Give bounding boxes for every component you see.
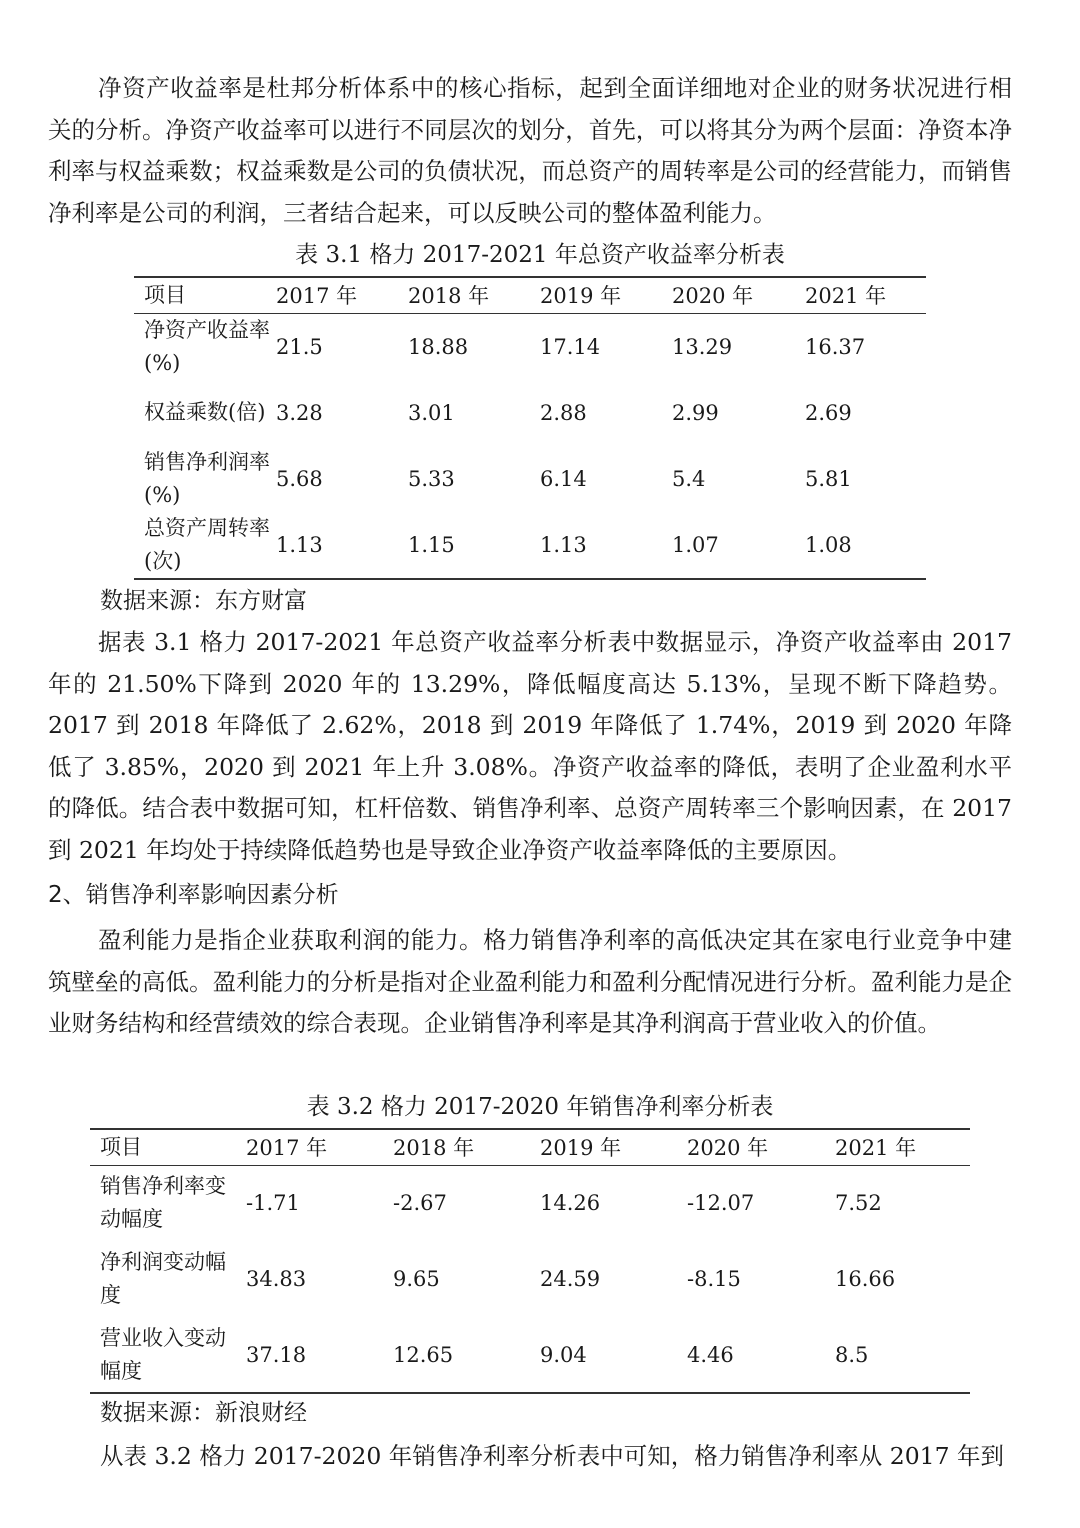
section-heading: 2、销售净利率影响因素分析 [48,882,339,908]
table-cell: 8.5 [835,1342,869,1367]
table-cell: 5.68 [276,466,323,491]
table2-caption: 表 3.2 格力 2017-2020 年销售净利率分析表 [306,1094,774,1120]
paragraph-profitability: 盈利能力是指企业获取利润的能力。格力销售净利率的高低决定其在家电行业竞争中建筑壁垒的高低。盈利能力的分析是指对企业盈利能力和盈利分配情况进行分析。盈利能力是企业财务结构和经营绩效的综合表现。企业销售净利率是其净利润高于营业收入的价值。 [48,926,1012,1037]
table-cell: 14.26 [540,1191,601,1216]
table-header-cell: 2019 年 [540,277,672,313]
table-cell: 9.65 [393,1267,440,1291]
table-cell: 3.01 [408,400,455,425]
table-cell: -12.07 [687,1191,755,1216]
table-header-row [90,1129,970,1165]
table-row [134,380,926,446]
table-net-margin-analysis [90,1128,970,1394]
table-header-cell: 2017 年 [246,1129,393,1165]
paragraph-net-margin-analysis: 从表 3.2 格力 2017-2020 年销售净利率分析表中可知，格力销售净利率从 2017 年到 [100,1442,1005,1470]
table-cell: 37.18 [246,1342,307,1367]
row-label: 销售净利润率(%) [144,449,270,507]
table-cell: 17.14 [540,334,601,359]
table-header-cell: 项目 [90,1129,246,1165]
table-row [90,1241,970,1317]
row-label: 净资产收益率(%) [144,317,270,375]
table1-source: 数据来源：东方财富 [100,588,307,614]
table-header-cell: 2019 年 [540,1129,687,1165]
table-cell: 9.04 [540,1342,587,1367]
table-row [134,512,926,579]
table-header-cell: 2018 年 [408,277,540,313]
table-cell: 6.14 [540,466,587,491]
table-header-cell: 2020 年 [672,277,805,313]
row-label: 销售净利率变动幅度 [100,1174,226,1232]
table-header-row [134,277,926,313]
table-cell: -2.67 [393,1191,447,1216]
table-cell: 18.88 [408,334,469,359]
table-row [90,1165,970,1241]
table-cell: 1.08 [805,532,852,557]
table-cell: 13.29 [672,334,733,359]
table-cell: 1.13 [540,532,587,557]
table-header-cell: 2017 年 [276,277,408,313]
table-cell: 3.28 [276,400,323,425]
table-header-cell: 项目 [134,277,276,313]
table-cell: -8.15 [687,1267,741,1291]
table-cell: 1.07 [672,532,719,557]
table-row [134,313,926,380]
table-cell: 21.5 [276,334,323,359]
table-cell: 24.59 [540,1267,601,1291]
table-cell: 2.88 [540,400,587,425]
table-cell: -1.71 [246,1191,300,1216]
table2-source: 数据来源：新浪财经 [100,1400,307,1426]
table-roe-analysis [134,276,926,580]
table-cell: 12.65 [393,1342,454,1367]
table-row [134,446,926,512]
table-cell: 16.37 [805,334,866,359]
table-cell: 7.52 [835,1191,882,1216]
row-label: 营业收入变动幅度 [100,1325,226,1383]
table1-caption: 表 3.1 格力 2017-2021 年总资产收益率分析表 [295,242,785,268]
paragraph-roe-analysis: 据表 3.1 格力 2017-2021 年总资产收益率分析表中数据显示，净资产收益率由 2017 年的 21.50%下降到 2020 年的 13.29%，降低幅度高达 5.13%，呈现不断下降趋势。2017 到 2018 年降低了 2.62%，2018 到 2019 年降低了 1.74%，2019 到 2020 年降低了 3.85%，2020 到 2021 年上升 3.08%。净资产收益率的降低，表明了企业盈利水平的降低。结合表中数据可知，杠杆倍数、销售净利率、总资产周转率三个影响因素，在 2017 到 2021 年均处于持续降低趋势也是导致企业净资产收益率降低的主要原因。 [48,628,1012,864]
table-cell: 16.66 [835,1267,896,1291]
table-cell: 5.4 [672,466,706,491]
table-row [90,1317,970,1393]
table-cell: 34.83 [246,1267,307,1291]
table-cell: 4.46 [687,1342,734,1367]
table-cell: 1.15 [408,532,455,557]
table-cell: 5.81 [805,466,852,491]
row-label: 权益乘数(倍) [144,400,266,424]
table-cell: 5.33 [408,466,455,491]
table-cell: 1.13 [276,532,323,557]
table-header-cell: 2021 年 [805,277,926,313]
table-header-cell: 2021 年 [835,1129,970,1165]
table-cell: 2.69 [805,400,852,425]
table-header-cell: 2018 年 [393,1129,540,1165]
table-cell: 2.99 [672,400,719,425]
paragraph-roe-intro: 净资产收益率是杜邦分析体系中的核心指标，起到全面详细地对企业的财务状况进行相关的分析。净资产收益率可以进行不同层次的划分，首先，可以将其分为两个层面：净资本净利率与权益乘数；权益乘数是公司的负债状况，而总资产的周转率是公司的经营能力，而销售净利率是公司的利润，三者结合起来，可以反映公司的整体盈利能力。 [48,74,1012,227]
row-label: 总资产周转率(次) [144,515,270,573]
row-label: 净利润变动幅度 [100,1250,226,1307]
table-header-cell: 2020 年 [687,1129,835,1165]
